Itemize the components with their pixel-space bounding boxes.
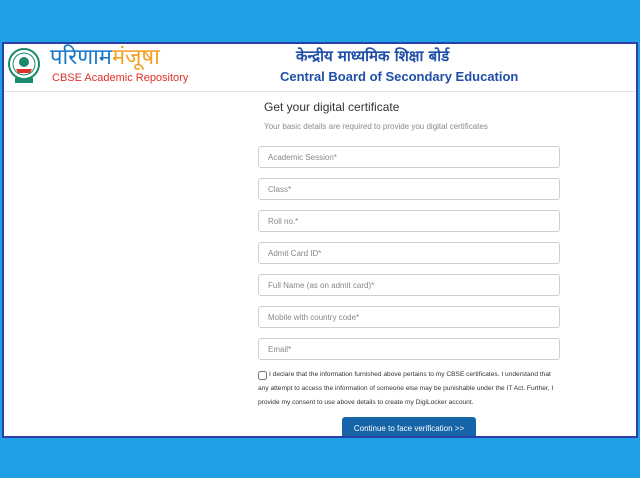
email-input[interactable] [258, 338, 560, 360]
academic-session-input[interactable] [258, 146, 560, 168]
brand-subtitle: CBSE Academic Repository [52, 72, 189, 84]
form-subtitle: Your basic details are required to provide you digital certificates [264, 122, 488, 131]
board-name-english: Central Board of Secondary Education [280, 69, 519, 84]
roll-number-input[interactable] [258, 210, 560, 232]
brand-title-part1: परिणाम [50, 45, 112, 70]
form-title: Get your digital certificate [264, 100, 400, 114]
portal-window [2, 42, 638, 438]
consent-block [258, 368, 560, 410]
class-input[interactable] [258, 178, 560, 200]
brand-title [50, 44, 160, 72]
consent-text: I declare that the information furnished above pertains to my CBSE certificates. I understand that any attempt to access the information of someone else may be punishable under the IT Act. Further, I provide my consent to use above details to create my DigiLocker account. [258, 371, 554, 406]
admit-card-id-input[interactable] [258, 242, 560, 264]
header-bar [4, 44, 636, 92]
cbse-seal-icon [7, 47, 41, 85]
continue-button[interactable]: Continue to face verification >> [342, 417, 476, 438]
board-name-hindi: केन्द्रीय माध्यमिक शिक्षा बोर्ड [296, 47, 450, 65]
brand-title-part2: मंजूषा [111, 45, 160, 70]
full-name-input[interactable] [258, 274, 560, 296]
mobile-input[interactable] [258, 306, 560, 328]
consent-checkbox[interactable] [258, 371, 267, 380]
